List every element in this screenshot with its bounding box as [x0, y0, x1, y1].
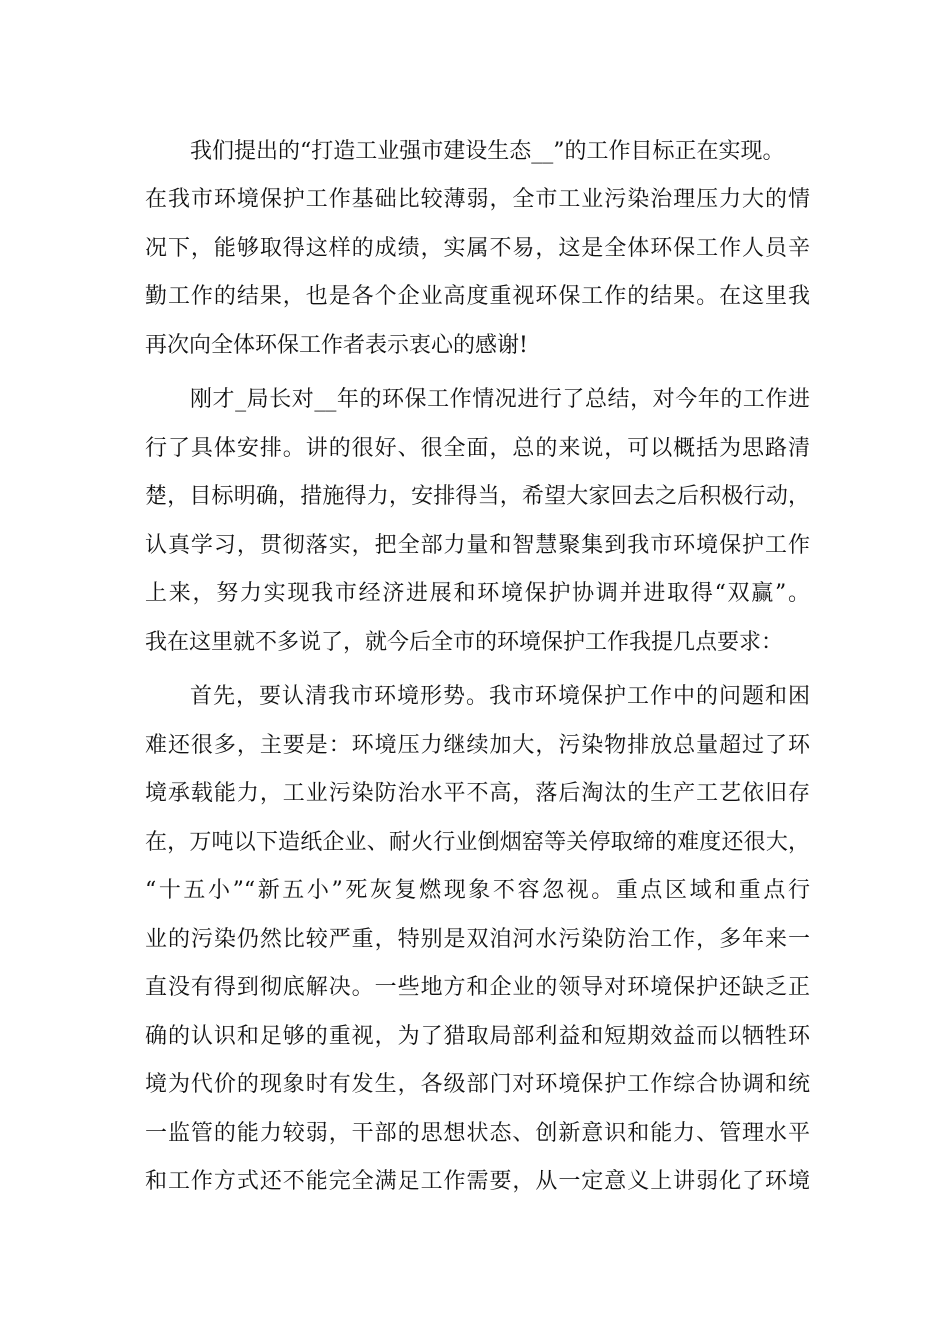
paragraph-3-line-7: 直没有得到彻底解决。一些地方和企业的领导对环境保护还缺乏正: [145, 975, 810, 1000]
paragraph-3-line-3: 境承载能力，工业污染防治水平不高，落后淘汰的生产工艺依旧存: [145, 781, 810, 806]
paragraph-1-line-1: 我们提出的“打造工业强市建设生态__”的工作目标正在实现。: [190, 139, 785, 164]
paragraph-3-line-5: “十五小”“新五小”死灰复燃现象不容忽视。重点区域和重点行: [145, 878, 810, 903]
paragraph-2-line-4: 认真学习，贯彻落实，把全部力量和智慧聚集到我市环境保护工作: [145, 533, 810, 558]
paragraph-2-line-1: 刚才_局长对__年的环保工作情况进行了总结，对今年的工作进: [190, 387, 810, 412]
paragraph-2-line-5: 上来，努力实现我市经济进展和环境保护协调并进取得“双赢”。: [145, 581, 810, 606]
paragraph-3-line-11: 和工作方式还不能完全满足工作需要，从一定意义上讲弱化了环境: [145, 1169, 810, 1194]
paragraph-3-line-2: 难还很多，主要是：环境压力继续加大，污染物排放总量超过了环: [145, 733, 810, 758]
paragraph-1-line-2: 在我市环境保护工作基础比较薄弱，全市工业污染治理压力大的情: [145, 187, 810, 212]
paragraph-2-line-3: 楚，目标明确，措施得力，安排得当，希望大家回去之后积极行动，: [145, 484, 810, 509]
paragraph-3-line-1: 首先，要认清我市环境形势。我市环境保护工作中的问题和困: [190, 684, 810, 709]
paragraph-1-line-3: 况下，能够取得这样的成绩，实属不易，这是全体环保工作人员辛: [145, 236, 810, 261]
paragraph-3-line-6: 业的污染仍然比较严重，特别是双洎河水污染防治工作，多年来一: [145, 927, 810, 952]
paragraph-1-line-5: 再次向全体环保工作者表示衷心的感谢!: [145, 333, 528, 358]
paragraph-2-line-6: 我在这里就不多说了，就今后全市的环境保护工作我提几点要求：: [145, 630, 784, 655]
paragraph-3-line-8: 确的认识和足够的重视，为了猎取局部利益和短期效益而以牺牲环: [145, 1024, 810, 1049]
paragraph-1-line-4: 勤工作的结果，也是各个企业高度重视环保工作的结果。在这里我: [145, 284, 810, 309]
paragraph-3-line-4: 在，万吨以下造纸企业、耐火行业倒烟窑等关停取缔的难度还很大，: [145, 830, 810, 855]
paragraph-3-line-9: 境为代价的现象时有发生，各级部门对环境保护工作综合协调和统: [145, 1072, 810, 1097]
paragraph-3-line-10: 一监管的能力较弱，干部的思想状态、创新意识和能力、管理水平: [145, 1121, 810, 1146]
paragraph-2-line-2: 行了具体安排。讲的很好、很全面，总的来说，可以概括为思路清: [145, 436, 810, 461]
